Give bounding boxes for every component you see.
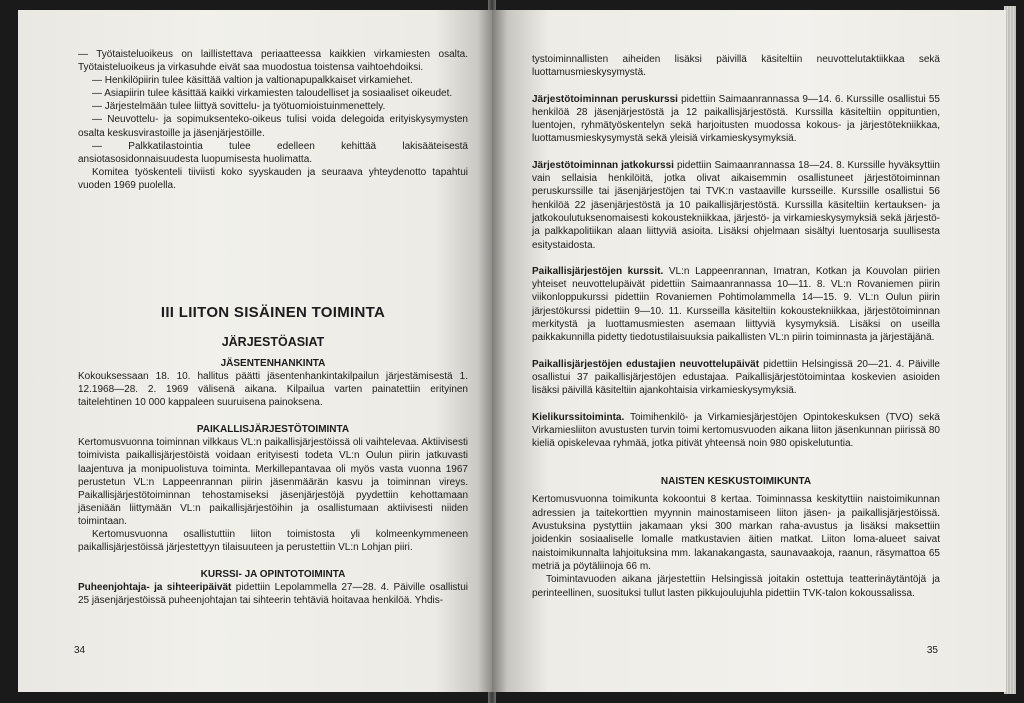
section-title: III LIITON SISÄINEN TOIMINTA [160,304,386,322]
paragraph: — Palkkatilastointia tulee edelleen kehittää lakisääteisestä ansiotasosidonnaisuudesta luopumisesta huolimatta. [78,140,468,165]
paragraph [532,93,940,146]
paragraph: Kertomusvuonna toiminnan vilkkaus VL:n paikallisjärjestöissä oli vaihtelevaa. Aktiivisesti toimivista paikallisjärjestöistä voidaan erityisesti todeta VL:n Oulun piirin jatkuvasti laajentuva ja monipuolistuva toiminta. Merkillepantavaa oli myös vasta vuonna 1967 perustetun VL:n Lappeenrannan piirin jäsenmäärän kasvu ja toiminnan vireys. Paikallisjärjestötoiminnan tehostamiseksi jäsenjärjestöjä pyydettiin kehottamaan jäseniään liittymään VL:n paikallisjärjestöihin ja osallistumaan aktiivisesti niiden toimintaan. [78,437,468,527]
bold-lead: Järjestötoiminnan peruskurssi [532,93,678,105]
paragraph: Toimintavuoden aikana järjestettiin Helsingissä joitakin ostettuja teatterinäytäntöjä ja perinteellinen, suosituksi tullut lasten pikkujoulujuhla pidettiin TVK-talon kokoussalissa. [532,574,940,599]
left-page [18,10,492,692]
subsection-title: JÄRJESTÖASIAT [221,335,325,350]
paragraph: Kertomusvuonna toimikunta kokoontui 8 kertaa. Toiminnassa keskityttiin naistoimikunnan adressien ja taitekorttien myynnin mainostamiseen liiton jäsen- ja paikallisjärjestöissä. Avustuksina pystyttiin jakamaan yksi 300 markan raha-avustus ja lisäksi maksettiin joidenkin sosiaaliselle lomalle matkustavien äitien matkat. Liiton loma-alueet saivat naistoimikunnalta lahjoituksina mm. lakanakangasta, saunavaakoja, raanun, räsymattoa 65 metriä ja pöytäliinoja 66 m. [532,494,940,572]
bold-lead: Järjestötoiminnan jatkokurssi [532,159,674,171]
paragraph: — Työtaisteluoikeus on laillistettava periaatteessa kaikkien virkamiesten osalta. Työtaisteluoikeus ja virkasuhde eivät saa muodostua toistensa vaihtoehdoiksi. [78,49,468,74]
bold-lead: Paikallisjärjestöjen kurssit. [532,265,664,277]
bold-lead: Paikallisjärjestöjen edustajien neuvottelupäivät [532,358,760,370]
paragraph: Kertomusvuonna osallistuttiin liiton toimistosta yli kolmeenkymmeneen paikallisjärjestöissä järjestettyyn tilaisuuteen ja perustettiin VL:n Lohjan piiri. [78,528,468,554]
paragraph [532,159,940,252]
paragraph [78,581,468,607]
bold-lead: Kielikurssitoiminta. [532,411,625,423]
paragraph: — Henkilöpiirin tulee käsittää valtion ja valtionapupalkkaiset virkamiehet. [92,75,413,87]
paragraph: tystoiminnallisten aiheiden lisäksi päivillä käsiteltiin neuvottelutaktiikkaa sekä luottamusmieskysymystä. [532,54,940,79]
bold-lead: Puheenjohtaja- ja sihteeripäivät [78,582,232,594]
paragraph-text: pidettiin Saimaanrannassa 9—14. 6. Kurssille osallistui 55 henkilöä 28 jäsenjärjestöstä ja 12 paikallisjärjestöstä. Kurssilla käsiteltiin oppituntien, luentojen, ryhmätyöskentelyn sekä harjoitusten muodossa kokous- ja järjestötekniikkaa, luottamusmieskysymystä sekä yleisiä virkamieskysymyksiä. [532,93,940,145]
paragraph: — Järjestelmään tulee liittyä sovittelu- ja työtuomioistuinmenettely. [92,101,386,113]
paragraph [532,411,940,451]
paragraph-text: Toimihenkilö- ja Virkamiesjärjestöjen Opintokeskuksen (TVO) sekä Virkamiesliiton avustusten turvin toimi kertomusvuoden aikana liiton jäsenkunnan piirissä 80 kieliä opiskelevaa ryhmää, jotka pitivät yhteensä noin 980 opiskelutuntia. [532,411,940,450]
paragraph-text: pidettiin Saimaanrannassa 18—24. 8. Kurssille hyväksyttiin vain sellaisia henkilöitä, jotka olivat aikaisemmin osallistuneet järjestötoiminnan peruskurssille tai jäsenjärjestöjen tai TVK:n vastaaville kursseille. Kurssille osallistui 56 henkilöä 22 jäsenjärjestöstä ja 10 paikallisjärjestöstä. Kurssilla käsiteltiin kertauksen- ja jatkokoulutuksenomaisesti kokoustekniikkaa, järjestö- ja virkamieskysymyksiä sekä järjestö- ja palkkapolitiikan alaan liittyviä asioita. Lisäksi ohjelmaan sisältyi luentosarja suullisesta esitystaidosta. [532,159,940,251]
heading-jasentenhankinta: JÄSENTENHANKINTA [220,358,326,370]
paragraph: Komitea työskenteli tiiviisti koko syyskauden ja seuraava yhteydenotto tapahtui vuoden 1969 puolella. [78,166,468,191]
paragraph-text: pidettiin Helsingissä 20—21. 4. Päiville osallistui 37 paikallisjärjestöjen edustajaa. Paikallisjärjestötoimintaa koskevien asioiden lisäksi päivillä käsiteltiin ajankohtaisia virkamieskysymyksiä. [532,358,940,397]
paragraph-text: pidettiin Lepolammella 27—28. 4. Päiville osallistui 25 jäsenjärjestöissä puheenjohtajan tai sihteerin tehtäviä hoitavaa henkilöä. Yhdis- [78,582,468,607]
paragraph: — Neuvottelu- ja sopimuksenteko-oikeus tulisi voida delegoida erityiskysymysten osalta keskusvirastoille ja jäsenjärjestöille. [78,114,468,139]
heading-paikallisjarjestotoiminta: PAIKALLISJÄRJESTÖTOIMINTA [196,424,350,436]
paragraph: Kokouksessaan 18. 10. hallitus päätti jäsentenhankintakilpailun järjestämisestä 1. 12.1968—28. 2. 1969 välisenä aikana. Kilpailua varten painatettiin erityinen taitelehtinen 10 000 kappaleen suuruisena painoksena. [78,371,468,409]
right-page [492,10,1006,692]
heading-kurssi: KURSSI- JA OPINTOTOIMINTA [200,569,346,581]
paragraph: — Asiapiirin tulee käsittää kaikki virkamiesten taloudelliset ja sosiaaliset oikeudet. [92,88,453,100]
paragraph-text: VL:n Lappeenrannan, Imatran, Kotkan ja Kouvolan piirien yhteiset neuvottelupäivät pidettiin Saimaanrannassa 10—11. 8. VL:n Rovaniemen piirin viikonloppukurssi pidettiin Rovaniemen Pohtimolammella 14—15. 9. VL:n Oulun piirin järjestökurssi pidettiin 9—10. 11. Kursseilla käsiteltiin kokoustekniikkaa, järjestötoiminnan merkitystä ja luottamusmiesten asemaan liittyviä kysymyksiä. Lisäksi on useilla paikkakunnilla pidetty tiedotustilaisuuksia paikallisten VL:n piirin toiminnasta ja järjestäjänä. [532,265,940,344]
heading-naisten-keskustoimikunta: NAISTEN KESKUSTOIMIKUNTA [660,476,812,488]
page-number: 35 [926,645,938,656]
paragraph [532,265,940,345]
page-number: 34 [74,645,86,656]
paragraph [532,358,940,398]
